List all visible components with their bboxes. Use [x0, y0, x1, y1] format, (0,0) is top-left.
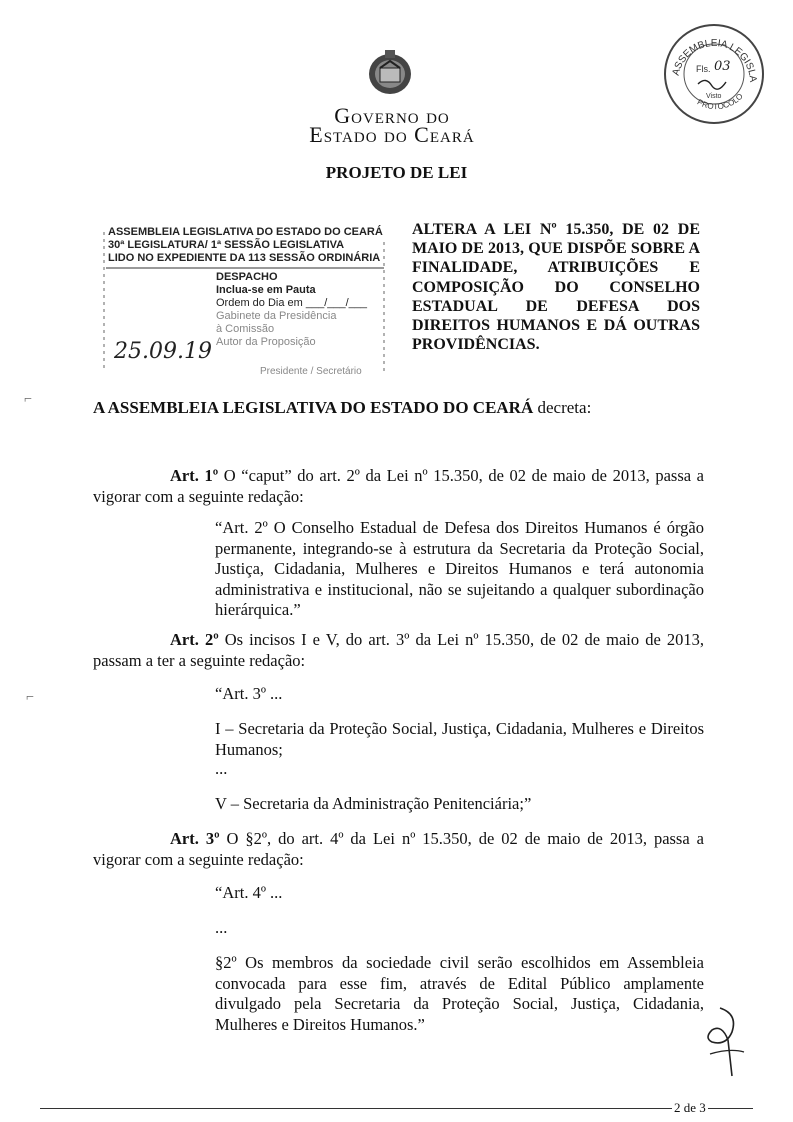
despacho-line-1: ASSEMBLEIA LEGISLATIVA DO ESTADO DO CEARÁ [108, 226, 383, 238]
despacho-stamp [100, 222, 388, 380]
margin-mark: ⌐ [26, 690, 34, 705]
art2-inc5: V – Secretaria da Administração Penitenciária;” [215, 794, 532, 813]
enacting-clause-bold: A ASSEMBLEIA LEGISLATIVA DO ESTADO DO CEARÁ [93, 398, 534, 417]
gov-line-1: Governo do [334, 103, 450, 128]
page-number: 2 de 3 [674, 1100, 706, 1115]
art1-paragraph [93, 466, 704, 507]
seal-signature-icon [698, 80, 726, 89]
footer-rule [40, 1108, 753, 1109]
despacho-line-4: DESPACHO [216, 271, 278, 283]
art1-quote: “Art. 2º O Conselho Estadual de Defesa dos Direitos Humanos é órgão permanente, integrando-se à estrutura da Secretaria da Proteção Social, Justiça, Cidadania, Mulheres e Direitos Humanos e terá autonomia administrativa e institucional, não se sujeitando a qualquer subordinação hierárquica.” [215, 518, 704, 619]
gov-line-2: Estado do Ceará [309, 122, 475, 147]
despacho-line-5: Inclua-se em Pauta [216, 284, 316, 296]
art2-dots: ... [215, 759, 228, 778]
art3-paragraph [93, 829, 704, 870]
despacho-line-8: à Comissão [216, 323, 275, 335]
despacho-line-9: Autor da Proposição [216, 336, 316, 348]
despacho-line-6: Ordem do Dia em ___/___/___ [216, 297, 368, 309]
art2-head: “Art. 3º ... [215, 684, 283, 703]
art2-text: Os incisos I e V, do art. 3º da Lei nº 15.350, de 02 de maio de 2013, passam a ter a seguinte redação: [93, 630, 705, 670]
seal-assembly-text: ASSEMBLEIA LEGISLA [670, 37, 759, 82]
margin-mark: ⌐ [24, 392, 32, 407]
despacho-line-2: 30ª LEGISLATURA/ 1ª SESSÃO LEGISLATIVA [108, 239, 345, 251]
art1-text: O “caput” do art. 2º da Lei nº 15.350, de 02 de maio de 2013, passa a vigorar com a seguinte redação: [93, 466, 705, 506]
despacho-date: 25.09.19 [114, 339, 212, 364]
art3-head: “Art. 4º ... [215, 883, 283, 902]
art2-inc1: I – Secretaria da Proteção Social, Justiça, Cidadania, Mulheres e Direitos Humanos; [215, 719, 704, 759]
enacting-clause-rest: decreta: [533, 398, 592, 417]
despacho-line-7: Gabinete da Presidência [216, 310, 337, 322]
seal-protocol-text: PROTOCOLO [695, 91, 745, 112]
despacho-line-3: LIDO NO EXPEDIENTE DA 113 SESSÃO ORDINÁRIA [108, 252, 381, 264]
seal-fls-label: Fls. [696, 64, 711, 74]
art3-text: O §2º, do art. 4º da Lei nº 15.350, de 02 de maio de 2013, passa a vigorar com a seguinte redação: [93, 829, 704, 869]
coat-of-arms-icon [367, 48, 413, 96]
art3-label: Art. 3º [170, 829, 220, 848]
art3-dots: ... [215, 918, 228, 937]
art3-par2: §2º Os membros da sociedade civil serão escolhidos em Assembleia convocada para esse fim, através de Edital Público amplamente divulgado pela Secretaria da Proteção Social, Justiça, Cidadania, Mulheres e Direitos Humanos.” [215, 953, 704, 1034]
ementa: ALTERA A LEI Nº 15.350, DE 02 DE MAIO DE 2013, QUE DISPÕE SOBRE A FINALIDADE, ATRIBUIÇÕES E COMPOSIÇÃO DO CONSELHO ESTADUAL DE DEFESA DOS DIREITOS HUMANOS E DÁ OUTRAS PROVIDÊNCIAS. [412, 221, 700, 354]
seal-fls-value: 03 [714, 59, 731, 74]
seal-visto: Visto [706, 93, 722, 100]
protocol-seal [662, 22, 766, 126]
page-title: PROJETO DE LEI [325, 163, 468, 182]
art2-label: Art. 2º [170, 630, 219, 649]
art2-paragraph [93, 630, 704, 671]
enacting-clause [93, 398, 591, 418]
signature-icon [690, 1000, 760, 1085]
art1-label: Art. 1º [170, 466, 219, 485]
despacho-footer: Presidente / Secretário [260, 366, 362, 377]
